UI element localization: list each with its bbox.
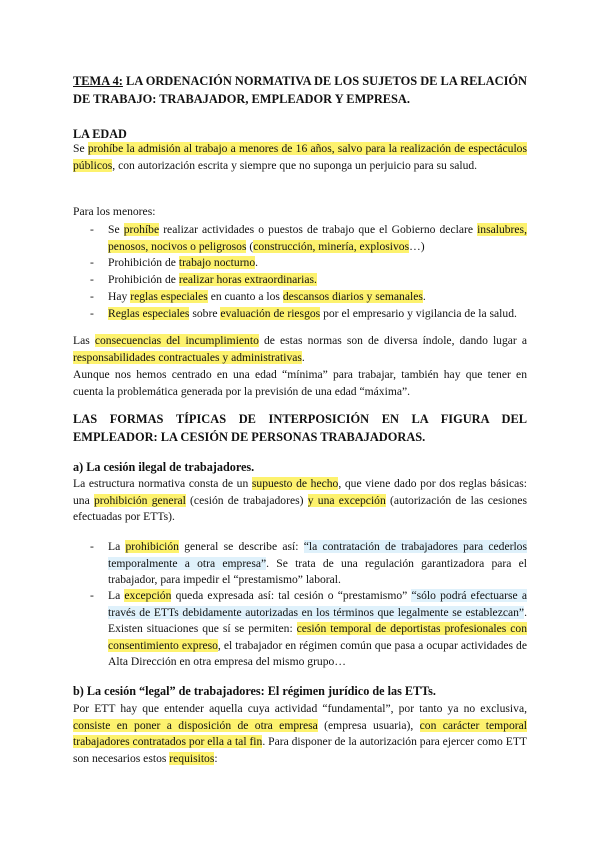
highlight: trabajo nocturno	[178, 256, 256, 269]
text-run: (	[246, 239, 254, 253]
text-run: en cuanto a los	[207, 290, 283, 303]
text-run: .	[255, 256, 259, 269]
highlight: supuesto de hecho	[251, 477, 339, 490]
highlight: responsabilidades contractuales y administrativas	[73, 350, 302, 364]
text-run: .	[301, 350, 305, 364]
cesion-ilegal-paragraph	[73, 476, 527, 526]
highlight: requisitos	[169, 751, 215, 765]
bullet-dash: -	[90, 589, 94, 602]
list-item	[108, 289, 527, 306]
highlight: realizar horas extraordinarias.	[178, 273, 317, 286]
highlight: construcción, minería, explosivos	[253, 239, 410, 253]
section-heading-edad: LA EDAD	[73, 127, 127, 141]
text-run: , que viene dado por dos reglas básicas: una	[73, 477, 527, 507]
highlight: excepción	[124, 589, 172, 602]
bullet-dash: -	[90, 223, 94, 236]
subsection-heading-cesion-legal: b) La cesión “legal” de trabajadores: El régimen jurídico de las ETTs.	[73, 684, 436, 698]
highlight: descansos diarios y semanales	[282, 290, 423, 303]
bullet-dash: -	[90, 256, 94, 269]
text-run: queda expresada así: tal cesión o “prestamismo”	[171, 589, 412, 602]
text-run: …)	[409, 239, 425, 253]
highlight: cesión temporal de deportistas profesionales con consentimiento expreso	[108, 622, 527, 652]
highlight: con carácter temporal trabajadores contratados por ella a tal fin	[73, 718, 527, 749]
text-run: :	[214, 751, 218, 765]
text-run: Las	[73, 334, 95, 347]
highlight: prohibición general	[94, 493, 186, 507]
bullet-dash: -	[90, 540, 94, 553]
text-run: La estructura normativa consta de un	[73, 477, 252, 490]
text-run: de estas normas son de diversa índole, dando lugar a	[258, 334, 528, 347]
list-item	[108, 306, 527, 323]
menores-label: Para los menores:	[73, 205, 156, 218]
page-title	[73, 72, 527, 108]
text-run: Prohibición de	[108, 273, 179, 286]
highlight: insalubres, penosos, nocivos o peligrosos	[108, 223, 527, 253]
text-run: . Para disponer de la autorización para ejercer como ETT son necesarios estos	[73, 735, 527, 765]
text-run: La	[108, 540, 126, 553]
text-run: La	[108, 589, 125, 602]
list-item	[108, 255, 527, 272]
highlight: Reglas especiales	[108, 307, 190, 320]
text-run: Se	[73, 142, 88, 155]
highlight: prohíbe	[123, 223, 160, 236]
text-run: (empresa usuaria),	[317, 718, 420, 732]
text-run: , con autorización escrita y siempre que no suponga un perjuicio para su salud.	[112, 158, 478, 172]
text-run: (cesión de trabajadores)	[185, 493, 308, 507]
bullet-dash: -	[90, 273, 94, 286]
text-run: Por ETT hay que entender aquella cuya actividad “fundamental”, por tanto ya no exclusiva,	[73, 702, 527, 715]
highlight: prohíbe la admisión al trabajo a menores de 16 años, salvo para la realización de espectáculos públicos	[73, 142, 527, 172]
text-run: Hay	[108, 290, 131, 303]
cesion-legal-paragraph	[73, 701, 527, 767]
text-run: sobre	[189, 307, 221, 320]
text-run: general se describe así:	[178, 540, 304, 553]
bullet-dash: -	[90, 290, 94, 303]
edad-paragraph-3: Aunque nos hemos centrado en una edad “mínima” para trabajar, también hay que tener en cuenta la problemática generada por la previsión de una edad “máxima”.	[73, 368, 527, 398]
text-run: Prohibición de	[108, 256, 179, 269]
text-run: . Existen situaciones que sí se permiten:	[108, 605, 527, 636]
highlight: evaluación de riesgos	[220, 307, 321, 320]
title-text: LA ORDENACIÓN NORMATIVA DE LOS SUJETOS DE LA RELACIÓN DE TRABAJO: TRABAJADOR, EMPLEADOR Y EMPRESA.	[73, 74, 527, 106]
subsection-heading-cesion-ilegal: a) La cesión ilegal de trabajadores.	[73, 460, 255, 474]
highlight: reglas especiales	[130, 290, 208, 303]
text-run: .	[422, 290, 426, 303]
edad-paragraph-1	[73, 141, 527, 174]
list-item	[108, 588, 527, 671]
highlight: consecuencias del incumplimiento	[94, 334, 259, 347]
text-run: (autorización de las cesiones efectuadas por ETTs).	[73, 493, 528, 524]
highlight: y una excepción	[307, 493, 386, 507]
list-item	[108, 539, 527, 589]
highlight: consiste en poner a disposición de otra empresa	[73, 718, 318, 732]
highlight-blue: “sólo podrá efectuarse a través de ETTs debidamente autorizadas en los términos que legalmente se establezcan”	[108, 589, 527, 619]
bullet-dash: -	[90, 307, 94, 320]
text-run: . Se trata de una regulación garantizadora para el trabajador, para impedir el “prestamismo” laboral.	[108, 556, 527, 587]
list-item	[108, 272, 527, 289]
text-run: , el trabajador en régimen común que pasa a ocupar actividades de Alta Dirección en otra empresa del mismo grupo…	[108, 638, 527, 669]
edad-paragraph-2	[73, 333, 527, 366]
highlight-blue: “la contratación de trabajadores para cederlos temporalmente a otra empresa”	[108, 540, 527, 570]
text-run: Se	[108, 223, 124, 236]
title-prefix: TEMA 4:	[73, 74, 123, 88]
text-run: por el empresario y vigilancia de la salud.	[320, 307, 517, 320]
section-heading-formas: LAS FORMAS TÍPICAS DE INTERPOSICIÓN EN LA FIGURA DEL EMPLEADOR: LA CESIÓN DE PERSONAS TRABAJADORAS.	[73, 412, 527, 444]
text-run: realizar actividades o puestos de trabajo que el Gobierno declare	[159, 223, 478, 236]
list-item	[108, 222, 527, 255]
highlight: prohibición	[125, 540, 179, 553]
